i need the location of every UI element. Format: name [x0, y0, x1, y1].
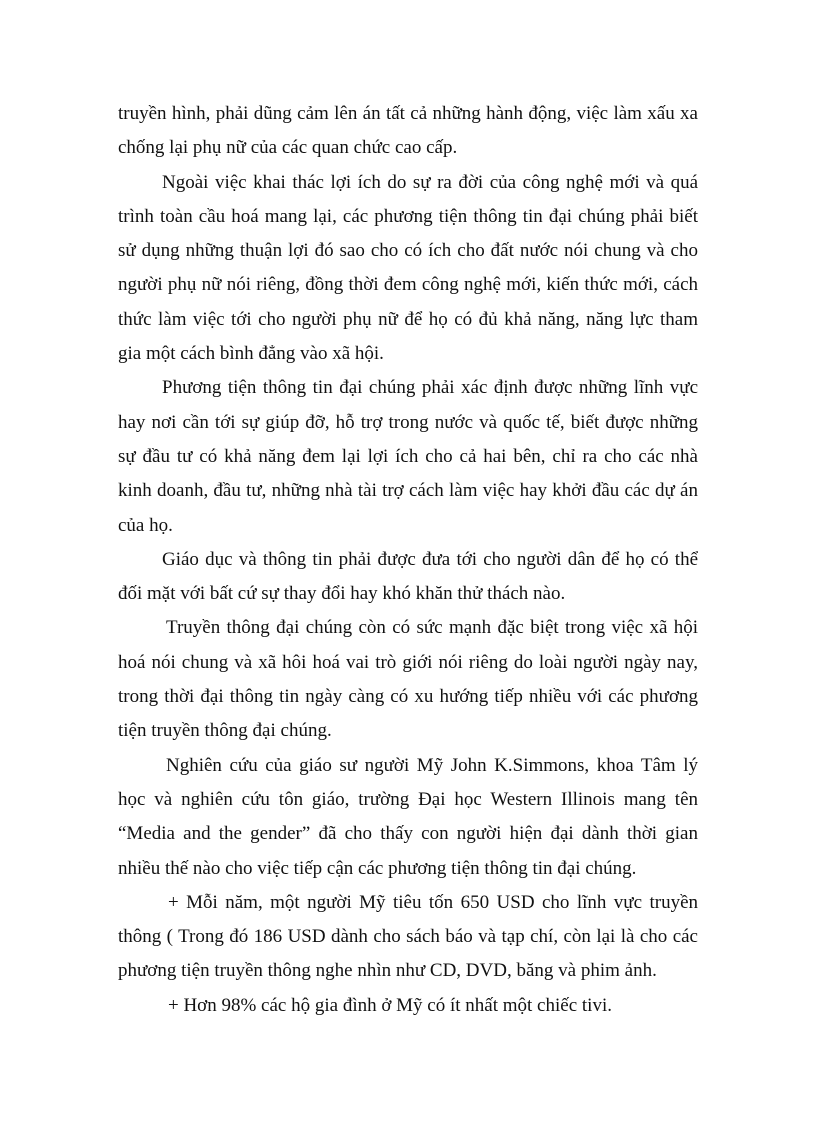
- paragraph-6: Nghiên cứu của giáo sư người Mỹ John K.Simmons, khoa Tâm lý học và nghiên cứu tôn giáo, trường Đại học Western Illinois mang tên “Media and the gender” đã cho thấy con người hiện đại dành thời gian nhiều thế nào cho việc tiếp cận các phương tiện thông tin đại chúng.: [118, 754, 698, 879]
- document-body: [118, 97, 698, 1023]
- paragraph-3: Phương tiện thông tin đại chúng phải xác định được những lĩnh vực hay nơi cần tới sự giúp đỡ, hỗ trợ trong nước và quốc tế, biết được những sự đầu tư có khả năng đem lại lợi ích cho cả hai bên, chỉ ra cho các nhà kinh doanh, đầu tư, những nhà tài trợ cách làm việc hay khởi đầu các dự án của họ.: [118, 377, 698, 536]
- bullet-item-1: + Mỗi năm, một người Mỹ tiêu tốn 650 USD cho lĩnh vực truyền thông ( Trong đó 186 USD dành cho sách báo và tạp chí, còn lại là cho các phương tiện truyền thông nghe nhìn như CD, DVD, băng và phim ảnh.: [118, 891, 698, 982]
- paragraph-5: Truyền thông đại chúng còn có sức mạnh đặc biệt trong việc xã hội hoá nói chung và xã hôi hoá vai trò giới nói riêng do loài người ngày nay, trong thời đại thông tin ngày càng có xu hướng tiếp nhiều với các phương tiện truyền thông đại chúng.: [118, 617, 698, 742]
- bullet-item-2: + Hơn 98% các hộ gia đình ở Mỹ có ít nhất một chiếc tivi.: [168, 994, 612, 1016]
- paragraph-2: Ngoài việc khai thác lợi ích do sự ra đời của công nghệ mới và quá trình toàn cầu hoá mang lại, các phương tiện thông tin đại chúng phải biết sử dụng những thuận lợi đó sao cho có ích cho đất nước nói chung và cho người phụ nữ nói riêng, đồng thời đem công nghệ mới, kiến thức mới, cách thức làm việc tới cho người phụ nữ để họ có đủ khả năng, năng lực tham gia một cách bình đẳng vào xã hội.: [118, 171, 698, 365]
- paragraph-1: truyền hình, phải dũng cảm lên án tất cả những hành động, việc làm xấu xa chống lại phụ nữ của các quan chức cao cấp.: [118, 103, 698, 159]
- paragraph-4: Giáo dục và thông tin phải được đưa tới cho người dân để họ có thể đối mặt với bất cứ sự thay đổi hay khó khăn thử thách nào.: [118, 548, 698, 605]
